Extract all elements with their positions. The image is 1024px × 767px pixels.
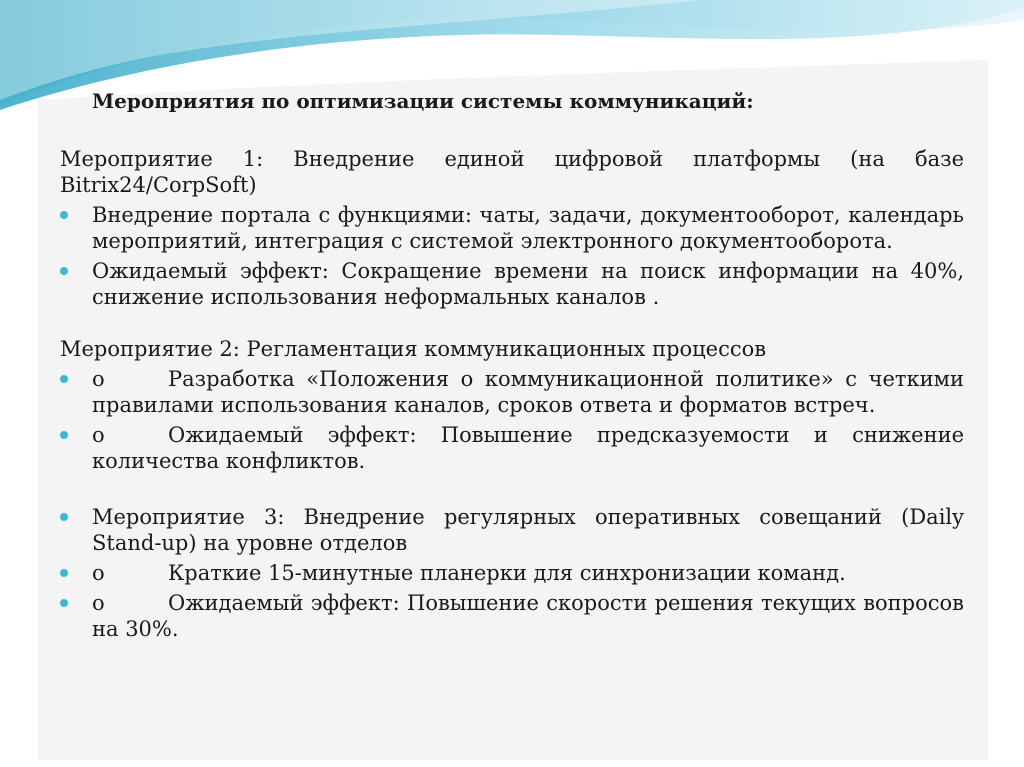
bullet-icon (60, 375, 68, 383)
list-marker: o (92, 561, 105, 585)
bullet-icon (60, 431, 68, 439)
list-item (60, 590, 964, 642)
list-item-text: Ожидаемый эффект: Повышение скорости решения текущих вопросов на 30%. (92, 591, 964, 641)
bullet-icon (60, 569, 68, 577)
list-item-text: Внедрение портала с функциями: чаты, задачи, документооборот, календарь мероприятий, интеграция с системой электронного документооборота. (92, 203, 964, 253)
measure-3-title (60, 504, 964, 556)
list-item-text: Ожидаемый эффект: Сокращение времени на поиск информации на 40%, снижение использования неформальных каналов . (92, 259, 964, 309)
list-item (60, 366, 964, 418)
list-item (60, 258, 964, 310)
list-item-text: Ожидаемый эффект: Повышение предсказуемости и снижение количества конфликтов. (92, 423, 964, 473)
list-marker: o (92, 367, 105, 391)
measure-3-title-text: Мероприятие 3: Внедрение регулярных оперативных совещаний (Daily Stand-up) на уровне отделов (92, 505, 964, 555)
list-item (60, 422, 964, 474)
list-marker: o (92, 423, 105, 447)
list-marker: o (92, 591, 105, 615)
bullet-icon (60, 267, 68, 275)
measure-1-title: Мероприятие 1: Внедрение единой цифровой платформы (на базе Bitrix24/CorpSoft) (60, 147, 964, 197)
slide-heading: Мероприятия по оптимизации системы коммуникаций: (92, 89, 754, 113)
list-item (60, 560, 964, 586)
list-item-text: Краткие 15-минутные планерки для синхронизации команд. (168, 561, 846, 585)
bullet-icon (60, 599, 68, 607)
bullet-icon (60, 513, 68, 521)
measure-2-title: Мероприятие 2: Регламентация коммуникационных процессов (60, 337, 767, 361)
list-item (60, 202, 964, 254)
list-item-text: Разработка «Положения о коммуникационной политике» с четкими правилами использования каналов, сроков ответа и форматов встреч. (92, 367, 964, 417)
bullet-icon (60, 211, 68, 219)
slide-body (60, 146, 964, 642)
